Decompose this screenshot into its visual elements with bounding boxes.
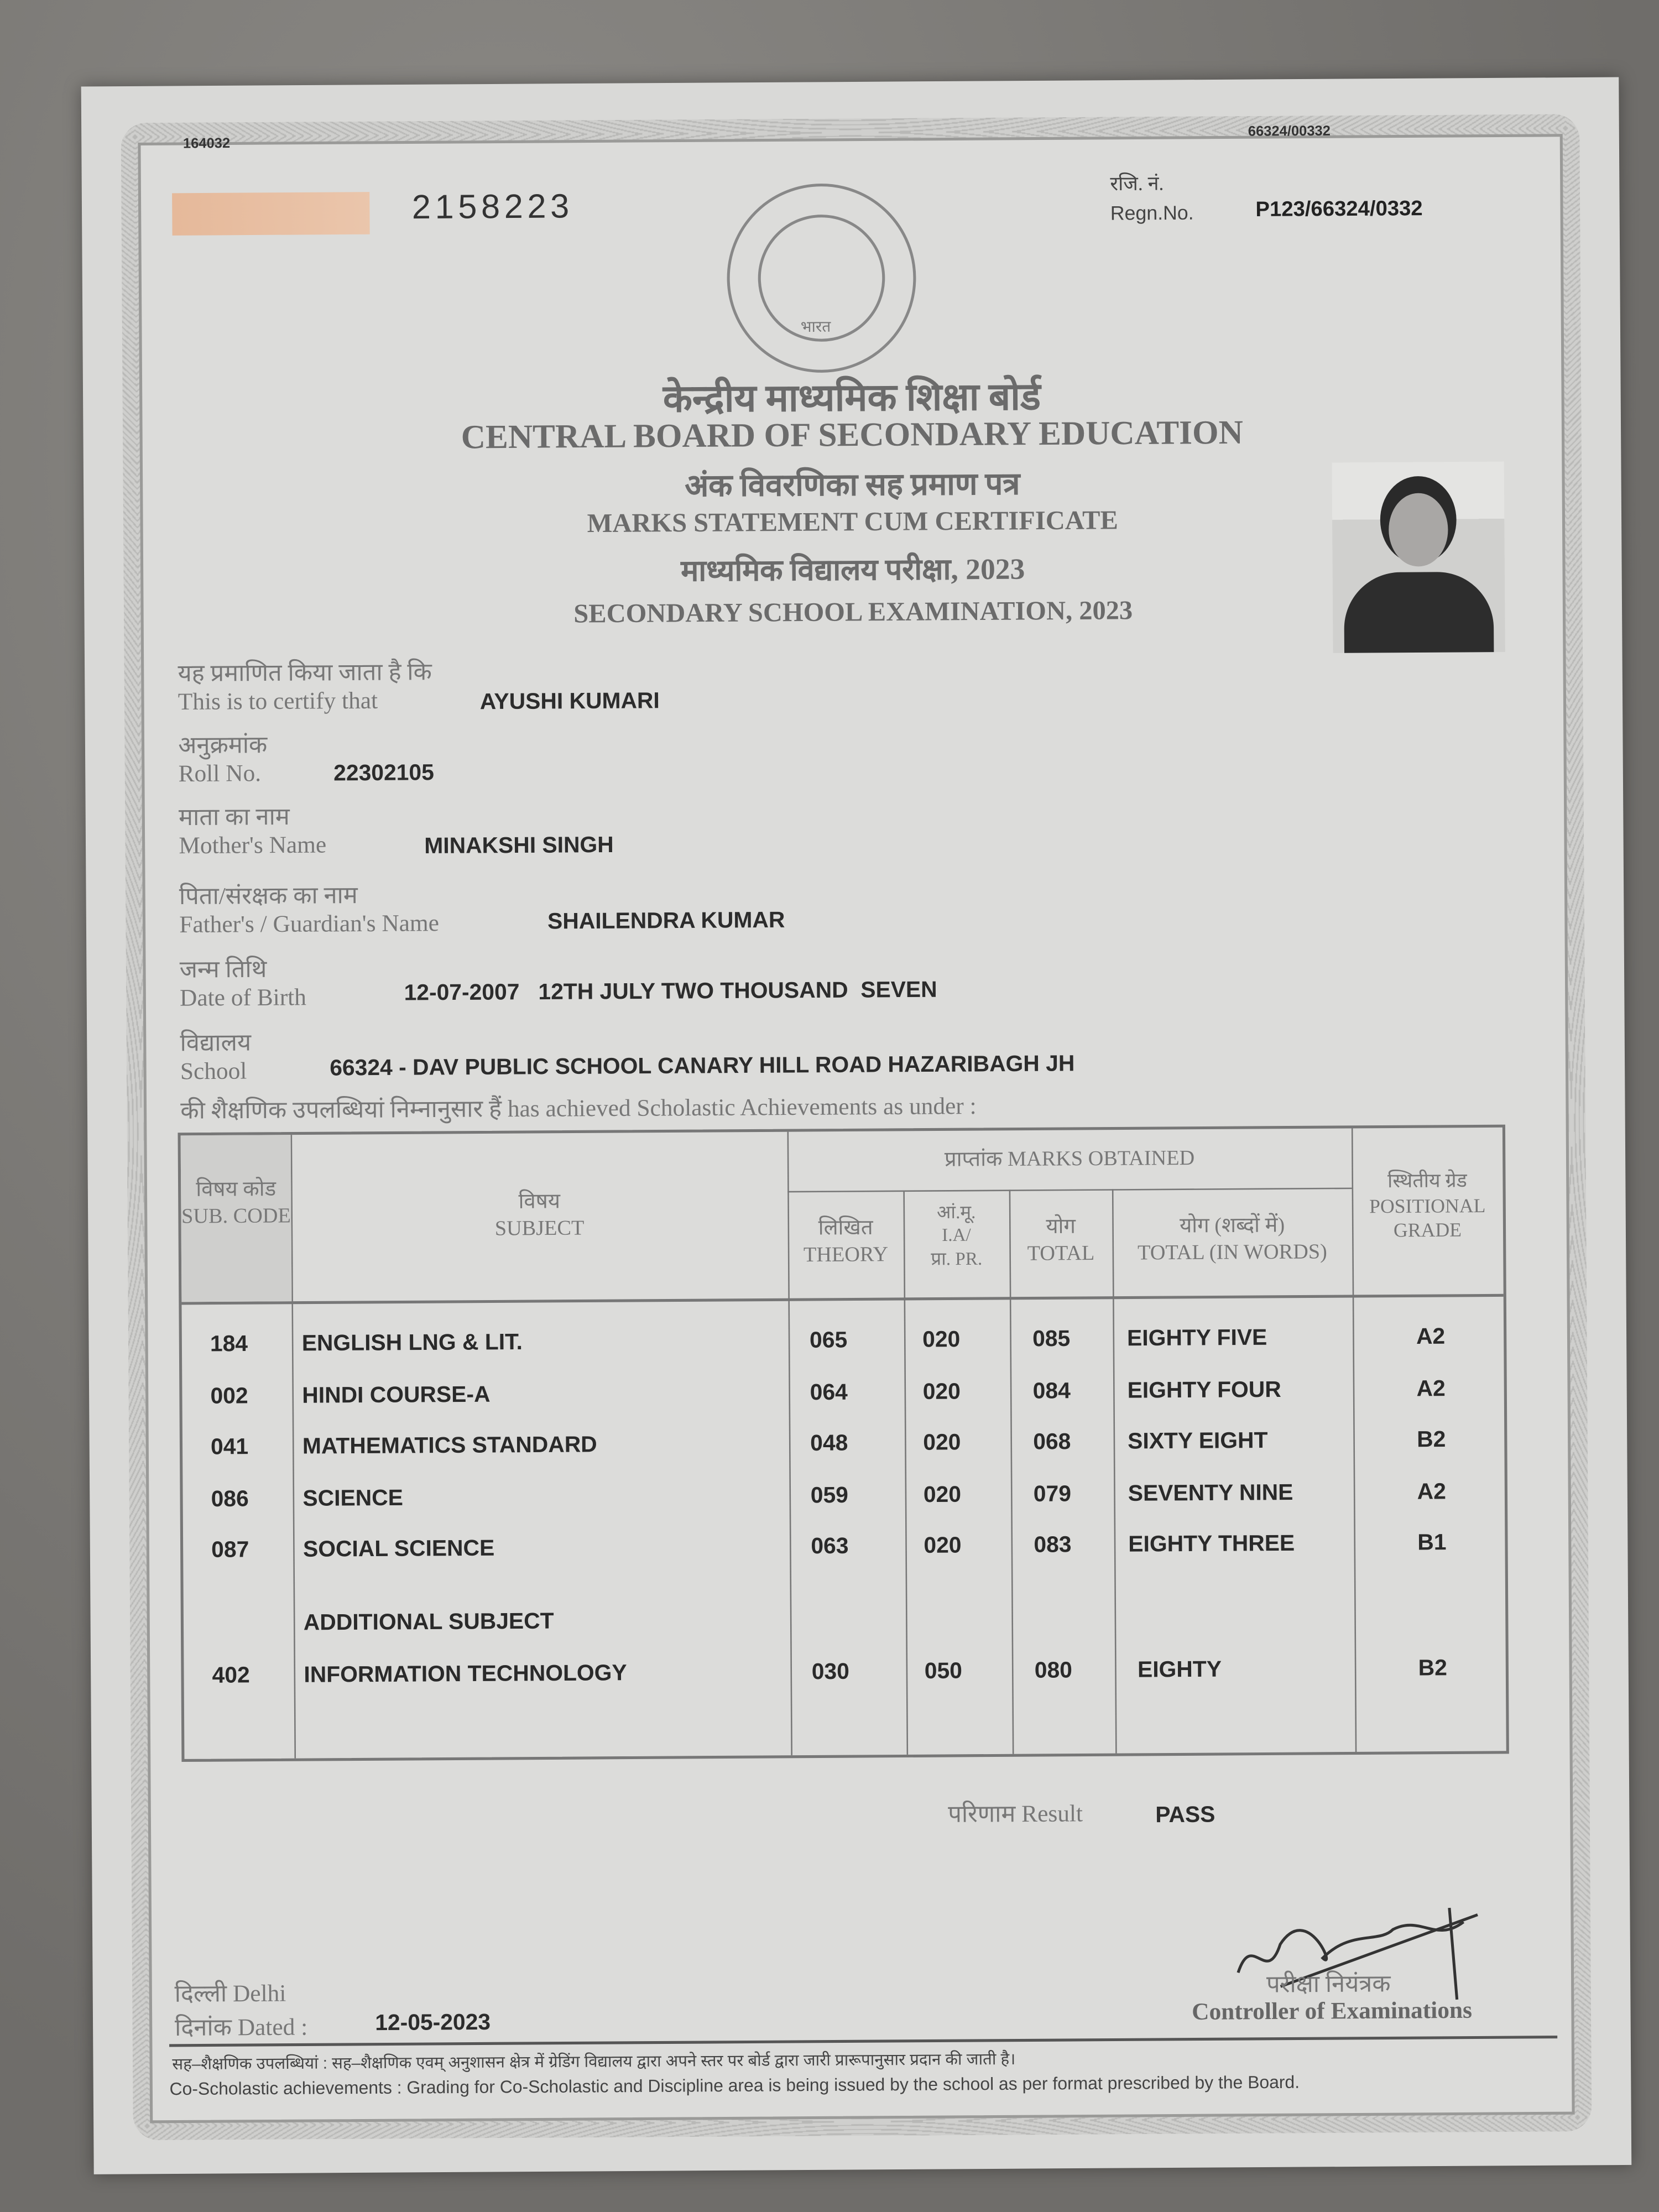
total-in-words: SEVENTY NINE (1128, 1480, 1293, 1506)
subject-code: 402 (212, 1664, 250, 1689)
theory-marks: 030 (811, 1660, 850, 1685)
theory-header: THEORY (803, 1243, 889, 1267)
document-title-hindi: अंक विवरणिका सह प्रमाण पत्र (685, 466, 1020, 504)
ia-header-hi: आं.मू. (936, 1201, 976, 1223)
total-marks: 085 (1032, 1327, 1071, 1352)
regn-label-en: Regn.No. (1110, 201, 1194, 225)
pr-header: प्रा. PR. (931, 1246, 983, 1269)
positional-grade: B1 (1417, 1531, 1447, 1556)
school-label: School (180, 1057, 247, 1085)
theory-marks: 048 (810, 1432, 848, 1457)
dob-label: Date of Birth (179, 984, 307, 1011)
dob-label-hi: जन्म तिथि (179, 956, 267, 983)
certify-label-hi: यह प्रमाणित किया जाता है कि (178, 658, 432, 687)
ia-marks: 020 (924, 1534, 962, 1559)
total-in-words: EIGHTY FOUR (1127, 1378, 1281, 1403)
exam-title-hindi: माध्यमिक विद्यालय परीक्षा, 2023 (681, 552, 1025, 588)
positional-grade: A2 (1416, 1325, 1446, 1350)
father-name: SHAILENDRA KUMAR (547, 909, 785, 935)
theory-marks: 059 (810, 1483, 849, 1508)
theory-marks: 063 (811, 1535, 849, 1559)
total-marks: 083 (1034, 1533, 1072, 1558)
controller-title: Controller of Examinations (1192, 1996, 1473, 2026)
security-hologram-strip (172, 192, 370, 236)
co-scholastic-note: Co-Scholastic achievements : Grading for Co-Scholastic and Discipline area is being issued by the school as per format prescribed by the Board. (169, 2072, 1300, 2099)
total-in-words: EIGHTY (1137, 1658, 1222, 1683)
ia-marks: 020 (923, 1483, 962, 1507)
total-in-words: SIXTY EIGHT (1128, 1429, 1268, 1454)
subject-name: INFORMATION TECHNOLOGY (304, 1662, 627, 1688)
serial-top-right: 66324/00332 (1248, 124, 1331, 140)
result-label: परिणाम Result (948, 1800, 1083, 1828)
date-of-birth: 12-07-2007 12TH JULY TWO THOUSAND SEVEN (404, 978, 937, 1006)
dated-label: दिनांक Dated : (174, 2013, 308, 2042)
ia-marks: 020 (922, 1328, 961, 1353)
subject-name: SCIENCE (302, 1486, 404, 1511)
issue-date: 12-05-2023 (375, 2011, 491, 2036)
positional-grade: B2 (1418, 1657, 1447, 1681)
controller-title-hi: परीक्षा नियंत्रक (1266, 1970, 1391, 1998)
words-header-hi: योग (शब्दों में) (1179, 1214, 1285, 1238)
board-name-hindi: केन्द्रीय माध्यमिक शिक्षा बोर्ड (662, 375, 1041, 420)
total-header: TOTAL (1027, 1242, 1095, 1266)
certify-label: This is to certify that (178, 687, 378, 716)
total-in-words: EIGHTY THREE (1128, 1532, 1295, 1557)
additional-subject-label: ADDITIONAL SUBJECT (303, 1610, 554, 1636)
marks-certificate (81, 77, 1632, 2174)
positional-grade: A2 (1416, 1376, 1446, 1401)
result-value: PASS (1155, 1803, 1215, 1828)
total-marks: 084 (1032, 1379, 1071, 1404)
subject-name: SOCIAL SCIENCE (302, 1537, 495, 1562)
marks-table (178, 1125, 1509, 1762)
father-label: Father's / Guardian's Name (179, 909, 440, 938)
total-in-words: EIGHTY FIVE (1126, 1326, 1267, 1352)
total-header-hi: योग (1046, 1216, 1076, 1239)
positional-grade: B2 (1417, 1428, 1446, 1453)
subject-code: 087 (211, 1538, 249, 1563)
subject-code: 041 (210, 1435, 249, 1460)
ia-marks: 050 (924, 1660, 963, 1684)
subject-header: SUBJECT (494, 1217, 585, 1241)
student-name: AYUSHI KUMARI (479, 690, 660, 715)
serial-top-left: 164032 (182, 136, 231, 153)
marks-header-hi: प्राप्तांक (944, 1149, 1003, 1172)
subject-name: MATHEMATICS STANDARD (302, 1433, 597, 1459)
grade-header-hi: स्थितीय ग्रेड (1387, 1171, 1467, 1193)
ia-marks: 020 (923, 1431, 961, 1455)
cbse-logo: भारत (727, 183, 917, 373)
regn-label-hi: रजि. नं. (1110, 174, 1164, 196)
subject-name: ENGLISH LNG & LIT. (301, 1331, 523, 1357)
total-marks: 080 (1034, 1659, 1073, 1683)
regn-number: P123/66324/0332 (1255, 196, 1423, 222)
words-header: TOTAL (IN WORDS) (1137, 1241, 1327, 1265)
certificate-number: 2158223 (411, 187, 574, 227)
mother-name: MINAKSHI SINGH (424, 833, 614, 859)
ia-marks: 020 (922, 1380, 961, 1404)
exam-title: SECONDARY SCHOOL EXAMINATION, 2023 (573, 596, 1133, 630)
co-scholastic-note-hi: सह–शैक्षणिक उपलब्धियां : सह–शैक्षणिक एवम् अनुशासन क्षेत्र में ग्रेडिंग विद्यालय द्वारा अपने स्तर पर बोर्ड द्वारा जारी प्रारूपानुसार प्रदान की जाती है। (172, 2051, 1016, 2074)
school-label-hi: विद्यालय (180, 1029, 252, 1057)
place: दिल्ली Delhi (174, 1980, 286, 2007)
roll-number: 22302105 (333, 761, 434, 786)
subject-code: 086 (211, 1487, 249, 1511)
board-name: CENTRAL BOARD OF SECONDARY EDUCATION (461, 415, 1244, 457)
theory-marks: 064 (810, 1380, 848, 1405)
subject-code: 184 (210, 1332, 248, 1357)
code-header: SUB. CODE (181, 1205, 291, 1229)
school-name: 66324 - DAV PUBLIC SCHOOL CANARY HILL ROAD HAZARIBAGH JH (330, 1052, 1075, 1081)
total-marks: 068 (1033, 1430, 1071, 1455)
marks-header: MARKS OBTAINED (1007, 1147, 1195, 1172)
document-title: MARKS STATEMENT CUM CERTIFICATE (587, 506, 1119, 539)
student-photo (1332, 462, 1505, 653)
certificate-body (138, 124, 1574, 2123)
subject-code: 002 (210, 1384, 248, 1408)
theory-marks: 065 (809, 1329, 848, 1353)
grade-header: POSITIONAL GRADE (1369, 1196, 1486, 1243)
code-header-hi: विषय कोड (196, 1178, 276, 1202)
mother-label: Mother's Name (179, 831, 327, 859)
roll-label: Roll No. (178, 759, 262, 787)
roll-label-hi: अनुक्रमांक (178, 731, 268, 759)
subject-name: HINDI COURSE-A (302, 1383, 491, 1408)
father-label-hi: पिता/संरक्षक का नाम (179, 881, 358, 910)
total-marks: 079 (1033, 1482, 1072, 1506)
subject-header-hi: विषय (518, 1191, 561, 1214)
ia-header: I.A/ (942, 1224, 971, 1246)
theory-header-hi: लिखित (818, 1217, 873, 1240)
positional-grade: A2 (1417, 1479, 1447, 1504)
mother-label-hi: माता का नाम (178, 803, 290, 831)
achievements-intro: की शैक्षणिक उपलब्धियां निम्नानुसार हैं has achieved Scholastic Achievements as under : (180, 1092, 977, 1124)
